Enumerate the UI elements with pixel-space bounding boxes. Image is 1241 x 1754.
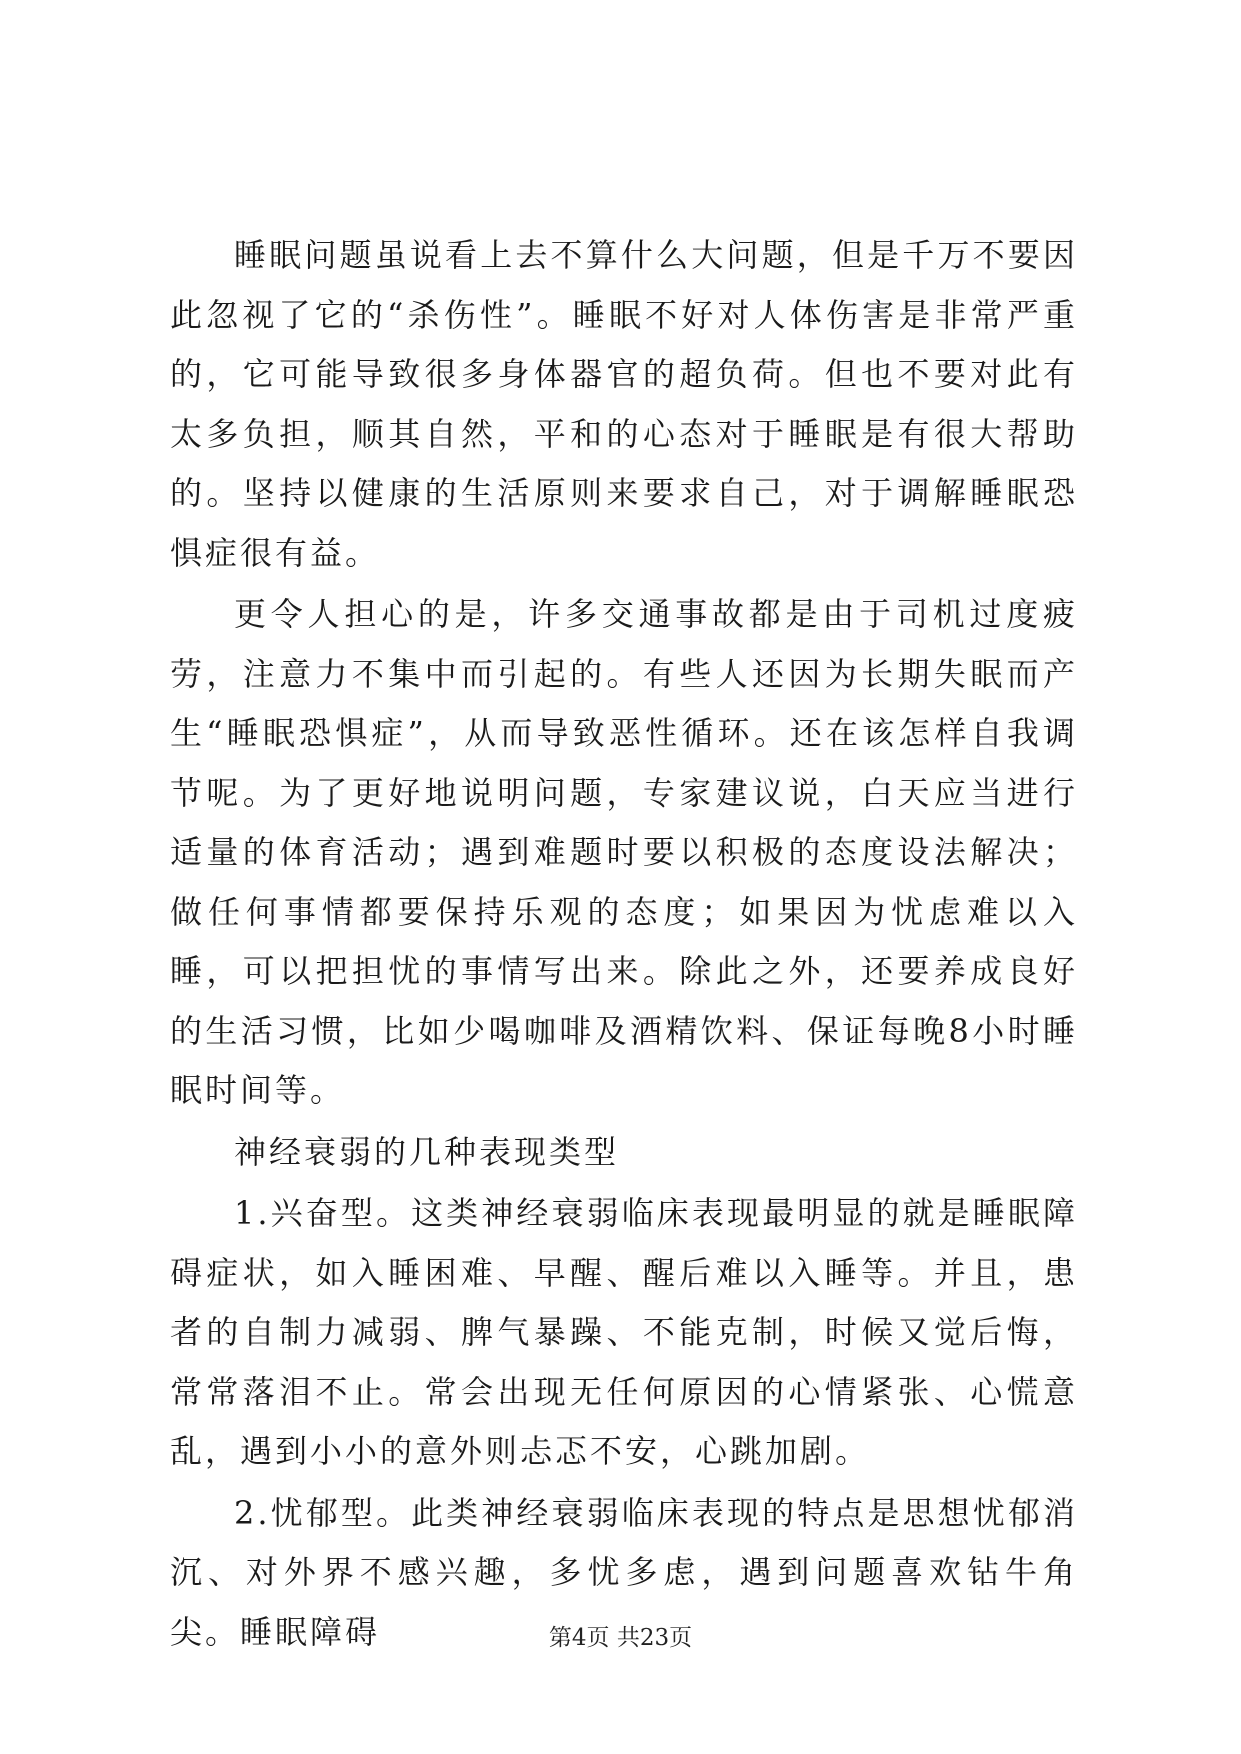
document-body bbox=[170, 226, 1078, 1664]
body-paragraph-2: 更令人担心的是，许多交通事故都是由于司机过度疲劳，注意力不集中而引起的。有些人还因为长期失眠而产生“睡眠恐惧症”，从而导致恶性循环。还在该怎样自我调节呢。为了更好地说明问题，专家建议说，白天应当进行适量的体育活动；遇到难题时要以积极的态度设法解决；做任何事情都要保持乐观的态度；如果因为忧虑难以入睡，可以把担忧的事情写出来。除此之外，还要养成良好的生活习惯，比如少喝咖啡及酒精饮料、保证每晚8小时睡眠时间等。 bbox=[170, 595, 1078, 1109]
section-heading: 神经衰弱的几种表现类型 bbox=[234, 1132, 620, 1171]
list-item-depressive-type: 2.忧郁型。此类神经衰弱临床表现的特点是思想忧郁消沉、对外界不感兴趣，多忧多虑，遇到问题喜欢钻牛角尖。睡眠障碍 bbox=[170, 1493, 1078, 1651]
list-item-excitable-type: 1.兴奋型。这类神经衰弱临床表现最明显的就是睡眠障碍症状，如入睡困难、早醒、醒后难以入睡等。并且，患者的自制力减弱、脾气暴躁、不能克制，时候又觉后悔，常常落泪不止。常会出现无任何原因的心情紧张、心慌意乱，遇到小小的意外则忐忑不安，心跳加剧。 bbox=[170, 1194, 1078, 1470]
body-paragraph-1: 睡眠问题虽说看上去不算什么大问题，但是千万不要因此忽视了它的“杀伤性”。睡眠不好对人体伤害是非常严重的，它可能导致很多身体器官的超负荷。但也不要对此有太多负担，顺其自然，平和的心态对于睡眠是有很大帮助的。坚持以健康的生活原则来要求自己，对于调解睡眠恐惧症很有益。 bbox=[170, 236, 1078, 572]
page-number-footer: 第4页 共23页 bbox=[548, 1625, 693, 1651]
